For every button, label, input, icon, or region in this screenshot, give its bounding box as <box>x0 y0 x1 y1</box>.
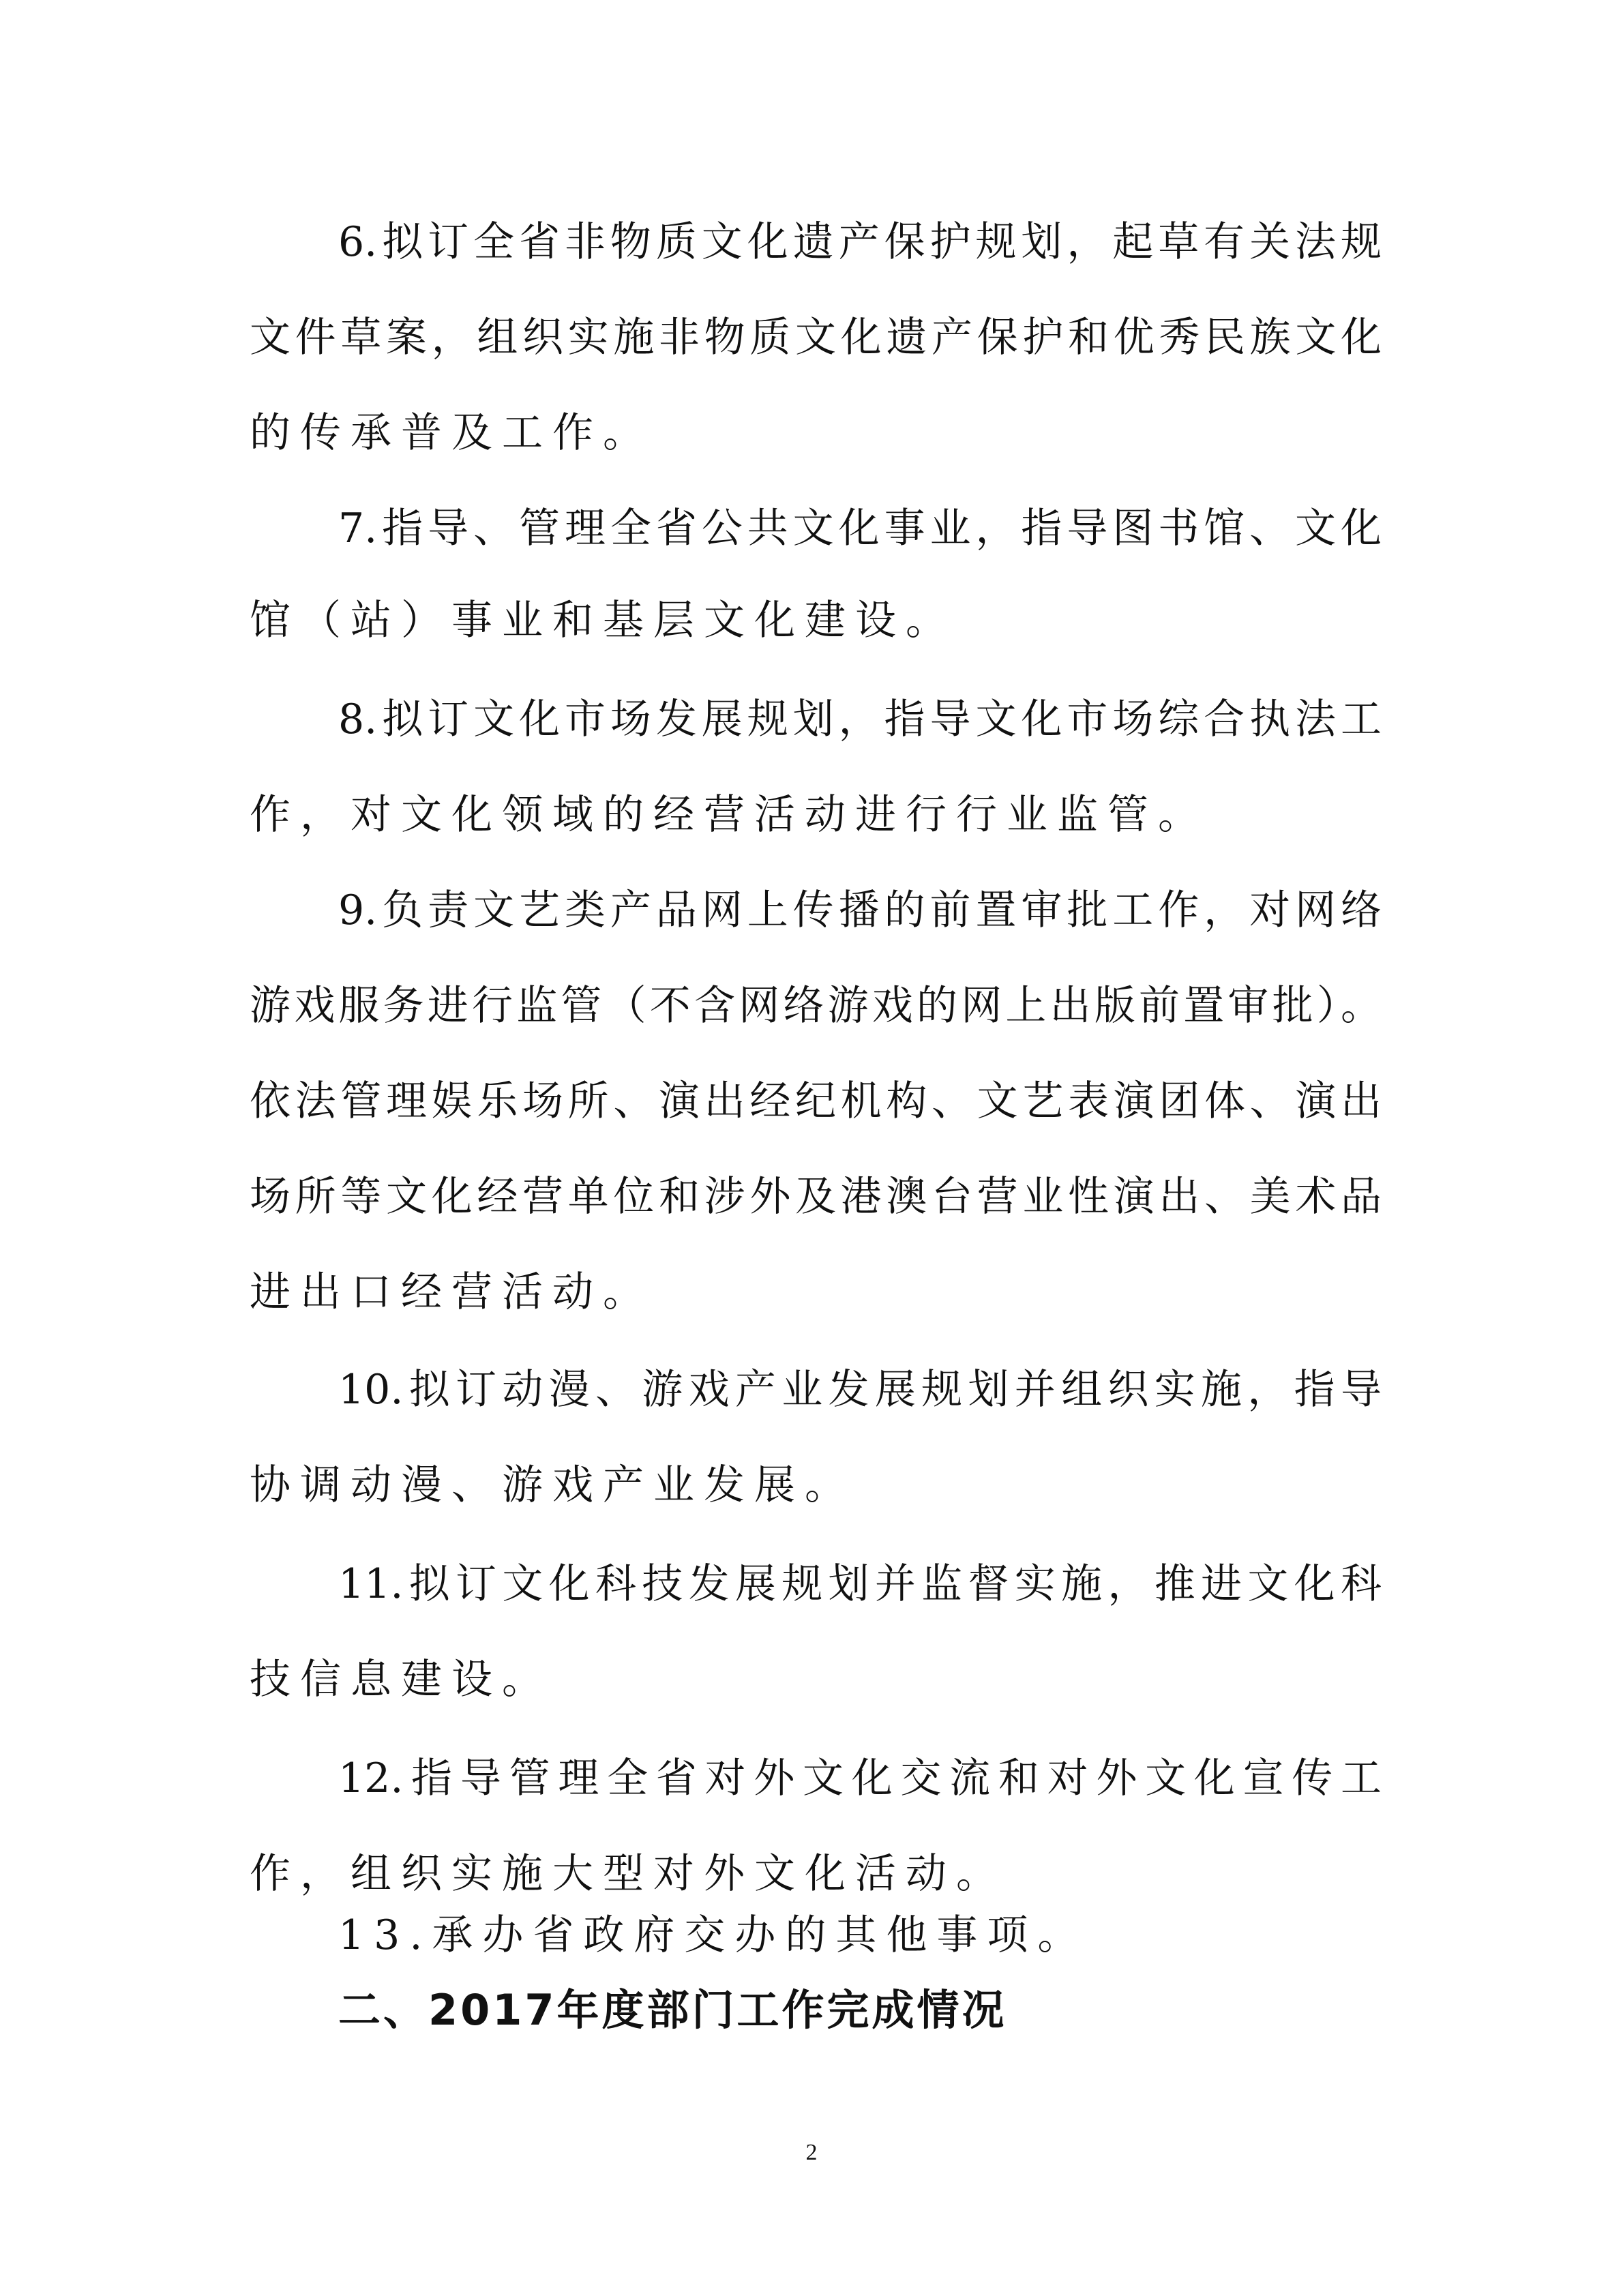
paragraph-7-line-2: 馆（站）事业和基层文化建设。 <box>250 597 956 644</box>
paragraph-12-line-2: 作，组织实施大型对外文化活动。 <box>250 1850 1007 1898</box>
page-number: 2 <box>805 2140 818 2165</box>
paragraph-6-line-1: 6.拟订全省非物质文化遗产保护规划，起草有关法规 <box>338 218 1382 266</box>
paragraph-12-line-1: 12.指导管理全省对外文化交流和对外文化宣传工 <box>338 1755 1382 1802</box>
paragraph-6-line-2: 文件草案，组织实施非物质文化遗产保护和优秀民族文化 <box>250 314 1382 361</box>
paragraph-8-line-1: 8.拟订文化市场发展规划，指导文化市场综合执法工 <box>338 696 1382 743</box>
paragraph-7-line-1: 7.指导、管理全省公共文化事业，指导图书馆、文化 <box>338 505 1382 552</box>
paragraph-9-line-5: 进出口经营活动。 <box>250 1268 653 1316</box>
paragraph-10-line-2: 协调动漫、游戏产业发展。 <box>250 1461 855 1509</box>
paragraph-8-line-2: 作，对文化领域的经营活动进行行业监管。 <box>250 791 1208 839</box>
paragraph-6-line-3: 的传承普及工作。 <box>250 409 653 457</box>
paragraph-9-line-3: 依法管理娱乐场所、演出经纪机构、文艺表演团体、演出 <box>250 1077 1382 1125</box>
paragraph-11-line-1: 11.拟订文化科技发展规划并监督实施，推进文化科 <box>338 1560 1382 1608</box>
paragraph-13-line-1: 13.承办省政府交办的其他事项。 <box>338 1911 1088 1959</box>
paragraph-9-line-4: 场所等文化经营单位和涉外及港澳台营业性演出、美术品 <box>250 1173 1382 1221</box>
paragraph-11-line-2: 技信息建设。 <box>250 1656 552 1703</box>
paragraph-9-line-1: 9.负责文艺类产品网上传播的前置审批工作，对网络 <box>338 886 1382 934</box>
section-heading: 二、2017年度部门工作完成情况 <box>338 1985 1007 2035</box>
paragraph-10-line-1: 10.拟订动漫、游戏产业发展规划并组织实施，指导 <box>338 1366 1382 1414</box>
paragraph-9-line-2: 游戏服务进行监管（不含网络游戏的网上出版前置审批）。 <box>250 982 1382 1030</box>
